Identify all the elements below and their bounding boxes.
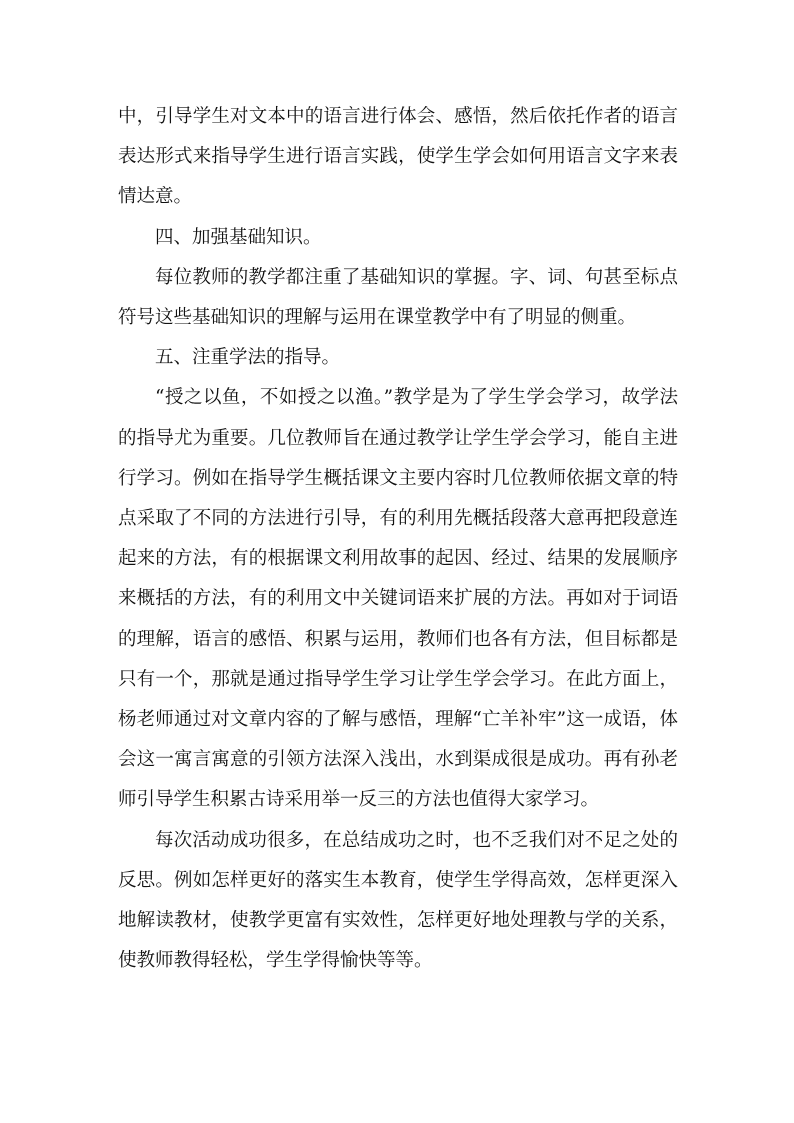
paragraph-reflection: 每次活动成功很多，在总结成功之时，也不乏我们对不足之处的反思。例如怎样更好的落实生本教育，使学生学得高效，怎样更深入地解读教材，使教学更富有实效性，怎样更好地处理教与学的关系，使教师教得轻松，学生学得愉快等等。 xyxy=(118,829,678,972)
paragraph-learning-methods: “授之以鱼，不如授之以渔。”教学是为了学生学会学习，故学法的指导尤为重要。几位教师旨在通过教学让学生学会学习，能自主进行学习。例如在指导学生概括课文主要内容时几位教师依据文章的特点采取了不同的方法进行引导，有的利用先概括段落大意再把段意连起来的方法，有的根据课文利用故事的起因、经过、结果的发展顺序来概括的方法，有的利用文中关键词语来扩展的方法。再如对于词语的理解，语言的感悟、积累与运用，教师们也各有方法，但目标都是只有一个，那就是通过指导学生学习让学生学会学习。在此方面上，杨老师通过对文章内容的了解与感悟，理解“亡羊补牢”这一成语，体会这一寓言寓意的引领方法深入浅出，水到渠成很是成功。再有孙老师引导学生积累古诗采用举一反三的方法也值得大家学习。 xyxy=(118,387,678,811)
section-heading-five: 五、注重学法的指导。 xyxy=(155,347,341,369)
section-heading-four: 四、加强基础知识。 xyxy=(155,226,322,248)
paragraph-continuation: 中，引导学生对文本中的语言进行体会、感悟，然后依托作者的语言表达形式来指导学生进行语言实践，使学生学会如何用语言文字来表情达意。 xyxy=(118,106,678,208)
document-body xyxy=(118,97,678,981)
paragraph-basic-knowledge: 每位教师的教学都注重了基础知识的掌握。字、词、句甚至标点符号这些基础知识的理解与运用在课堂教学中有了明显的侧重。 xyxy=(118,266,678,329)
